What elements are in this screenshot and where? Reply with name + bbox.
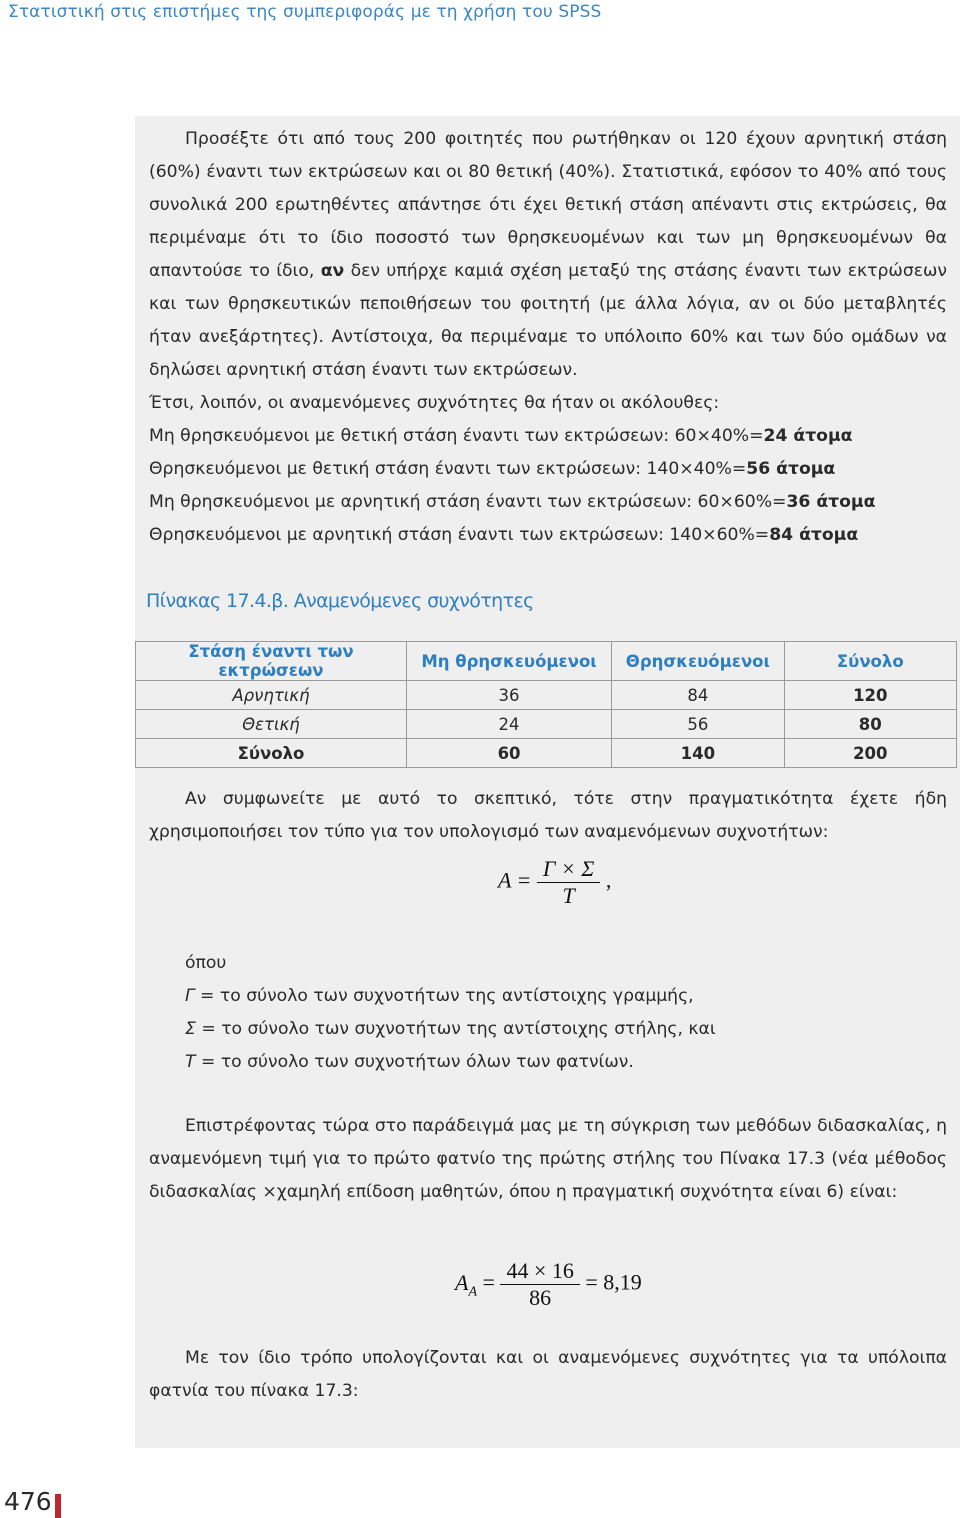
formula-numerator: Γ × Σ [537,856,600,883]
formula-equals: = [482,1269,495,1295]
table-cell: 120 [784,681,956,710]
formula-denominator: T [562,883,575,908]
expected-line: Θρησκευόμενοι με αρνητική στάση έναντι των εκτρώσεων: 140×60%=84 άτομα [149,525,859,545]
table-cell: 140 [612,739,784,768]
formula-numerator: 44 × 16 [500,1258,579,1285]
table-row [136,739,957,768]
formula-tail: , [605,867,612,893]
formula-example [455,1258,642,1311]
table-header-row [136,642,957,681]
table-cell: 24 [406,710,611,739]
definitions-block [149,947,947,1079]
expected-line: Μη θρησκευόμενοι με αρνητική στάση έναντι των εκτρώσεων: 60×60%=36 άτομα [149,492,876,512]
table-cell: 60 [406,739,611,768]
paragraph-1 [149,123,947,552]
expected-frequencies-table [135,641,957,768]
table-cell: 80 [784,710,956,739]
table-header-cell: Στάση έναντι των εκτρώσεων [136,642,407,681]
formula-expected [498,856,611,909]
expected-line: Θρησκευόμενοι με θετική στάση έναντι των εκτρώσεων: 140×40%=56 άτομα [149,459,836,479]
table-cell: 36 [406,681,611,710]
running-header: Στατιστική στις επιστήμες της συμπεριφοράς με τη χρήση του SPSS [8,2,602,22]
definition-row: Γ = το σύνολο των συχνοτήτων της αντίστοιχης γραμμής, [185,986,694,1006]
where-label: όπου [185,953,227,973]
table-header-cell: Θρησκευόμενοι [612,642,784,681]
table-cell: Θετική [136,710,407,739]
paragraph-1-text-a: Προσέξτε ότι από τους 200 φοιτητές που ρωτήθηκαν οι 120 έχουν αρνητική στάση (60%) έναντι των εκτρώσεων και οι 80 θετική (40%). Στατιστικά, εφόσον το 40% από τους συνολικά 200 ερωτηθέντες απάντησε ότι έχει θετική στάση απέναντι στις εκτρώσεις, θα περιμέναμε ότι το ίδιο ποσοστό των θρησκευομένων και των μη θρησκευομένων θα απαντούσε το ίδιο, [149,129,947,281]
paragraph-1-text-b: δεν υπήρχε καμιά σχέση μεταξύ της στάσης έναντι των εκτρώσεων και των θρησκευτικών πεποιθήσεων του φοιτητή (με άλλα λόγια, αν οι δύο μεταβλητές ήταν ανεξάρτητες). Αντίστοιχα, θα περιμέναμε το υπόλοιπο 60% και των δύο ομάδων να δηλώσει αρνητική στάση έναντι των εκτρώσεων. [149,261,947,380]
table-cell: Αρνητική [136,681,407,710]
definition-row: Σ = το σύνολο των συχνοτήτων της αντίστοιχης στήλης, και [185,1019,716,1039]
page-marker-bar [55,1494,61,1518]
table-cell: 56 [612,710,784,739]
formula-lhs: $A_A$ [455,1269,478,1299]
paragraph-3: Επιστρέφοντας τώρα στο παράδειγμά μας με τη σύγκριση των μεθόδων διδασκαλίας, η αναμενόμενη τιμή για το πρώτο φατνίο της πρώτης στήλης του Πίνακα 17.3 (νέα μέθοδος διδασκαλίας ×χαμηλή επίδοση μαθητών, όπου η πραγματική συχνότητα είναι 6) είναι: [149,1116,947,1202]
expected-line: Μη θρησκευόμενοι με θετική στάση έναντι των εκτρώσεων: 60×40%=24 άτομα [149,426,853,446]
paragraph-2: Αν συμφωνείτε με αυτό το σκεπτικό, τότε στην πραγματικότητα έχετε ήδη χρησιμοποιήσει τον τύπο για τον υπολογισμό των αναμενόμενων συχνοτήτων: [149,789,947,842]
formula-fraction [537,856,600,909]
table-caption: Πίνακας 17.4.β. Αναμενόμενες συχνότητες [146,590,534,612]
table-header-cell: Σύνολο [784,642,956,681]
paragraph-4: Με τον ίδιο τρόπο υπολογίζονται και οι αναμενόμενες συχνότητες για τα υπόλοιπα φατνία του πίνακα 17.3: [149,1348,947,1401]
formula-fraction [500,1258,579,1311]
table-cell: 200 [784,739,956,768]
formula-denominator: 86 [529,1285,552,1310]
table-header-cell: Μη θρησκευόμενοι [406,642,611,681]
formula-lhs: A = [498,867,532,893]
table-cell: Σύνολο [136,739,407,768]
expected-intro: Έτσι, λοιπόν, οι αναμενόμενες συχνότητες θα ήταν οι ακόλουθες: [149,393,720,413]
definition-row: Τ = το σύνολο των συχνοτήτων όλων των φατνίων. [185,1052,634,1072]
formula-result: = 8,19 [585,1269,642,1295]
table-cell: 84 [612,681,784,710]
table-row [136,681,957,710]
table-row [136,710,957,739]
emphasis-word: αν [320,261,345,281]
page-number: 476 [4,1487,52,1516]
